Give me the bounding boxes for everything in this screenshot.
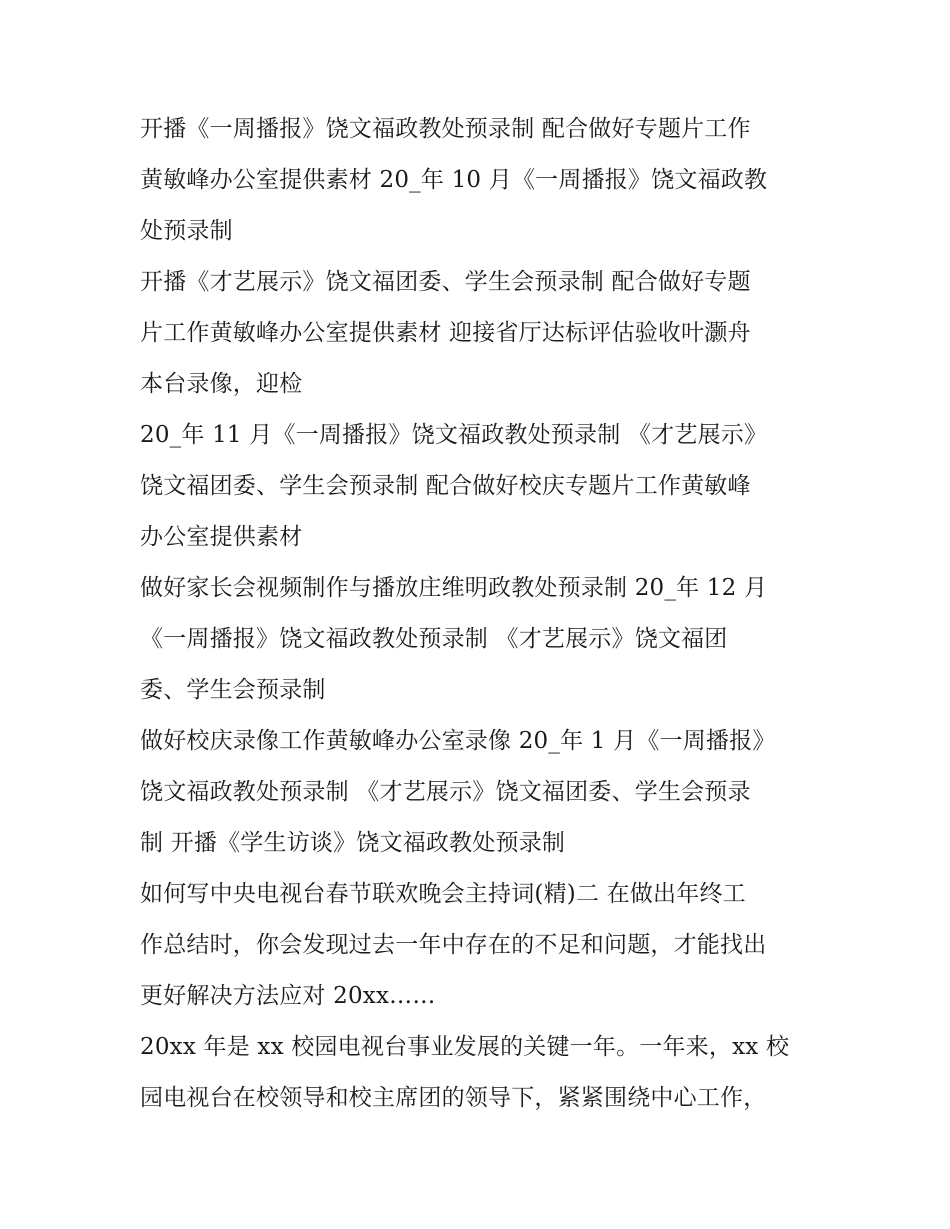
- text-line: 委、学生会预录制: [140, 677, 326, 703]
- text-line: 开播《一周播报》饶文福政教处预录制 配合做好专题片工作: [140, 116, 751, 142]
- text-line: 更好解决方法应对 20xx……: [140, 983, 436, 1009]
- text-line: 20xx 年是 xx 校园电视台事业发展的关键一年。一年来，xx 校: [140, 1034, 790, 1060]
- text-line: 20_年 11 月《一周播报》饶文福政教处预录制 《才艺展示》: [140, 422, 768, 448]
- text-line: 开播《才艺展示》饶文福团委、学生会预录制 配合做好专题: [140, 269, 751, 295]
- text-line: 作总结时，你会发现过去一年中存在的不足和问题，才能找出: [140, 932, 767, 958]
- text-line: 制 开播《学生访谈》饶文福政教处预录制: [140, 830, 566, 856]
- text-line: 做好校庆录像工作黄敏峰办公室录像 20_年 1 月《一周播报》: [140, 728, 776, 754]
- text-line: 园电视台在校领导和校主席团的领导下，紧紧围绕中心工作，: [140, 1085, 767, 1111]
- text-line: 办公室提供素材: [140, 524, 303, 550]
- document-body: [140, 104, 820, 1124]
- text-line: 饶文福政教处预录制 《才艺展示》饶文福团委、学生会预录: [140, 779, 751, 805]
- text-line: 片工作黄敏峰办公室提供素材 迎接省厅达标评估验收叶灏舟: [140, 320, 751, 346]
- text-line: 《一周播报》饶文福政教处预录制 《才艺展示》饶文福团: [140, 626, 728, 652]
- text-line: 做好家长会视频制作与播放庄维明政教处预录制 20_年 12 月: [140, 575, 768, 601]
- text-line: 黄敏峰办公室提供素材 20_年 10 月《一周播报》饶文福政教: [140, 167, 768, 193]
- text-line: 本台录像，迎检: [140, 371, 303, 397]
- text-line: 处预录制: [140, 218, 233, 244]
- text-line: 饶文福团委、学生会预录制 配合做好校庆专题片工作黄敏峰: [140, 473, 751, 499]
- text-line: 如何写中央电视台春节联欢晚会主持词(精)二 在做出年终工: [140, 881, 746, 907]
